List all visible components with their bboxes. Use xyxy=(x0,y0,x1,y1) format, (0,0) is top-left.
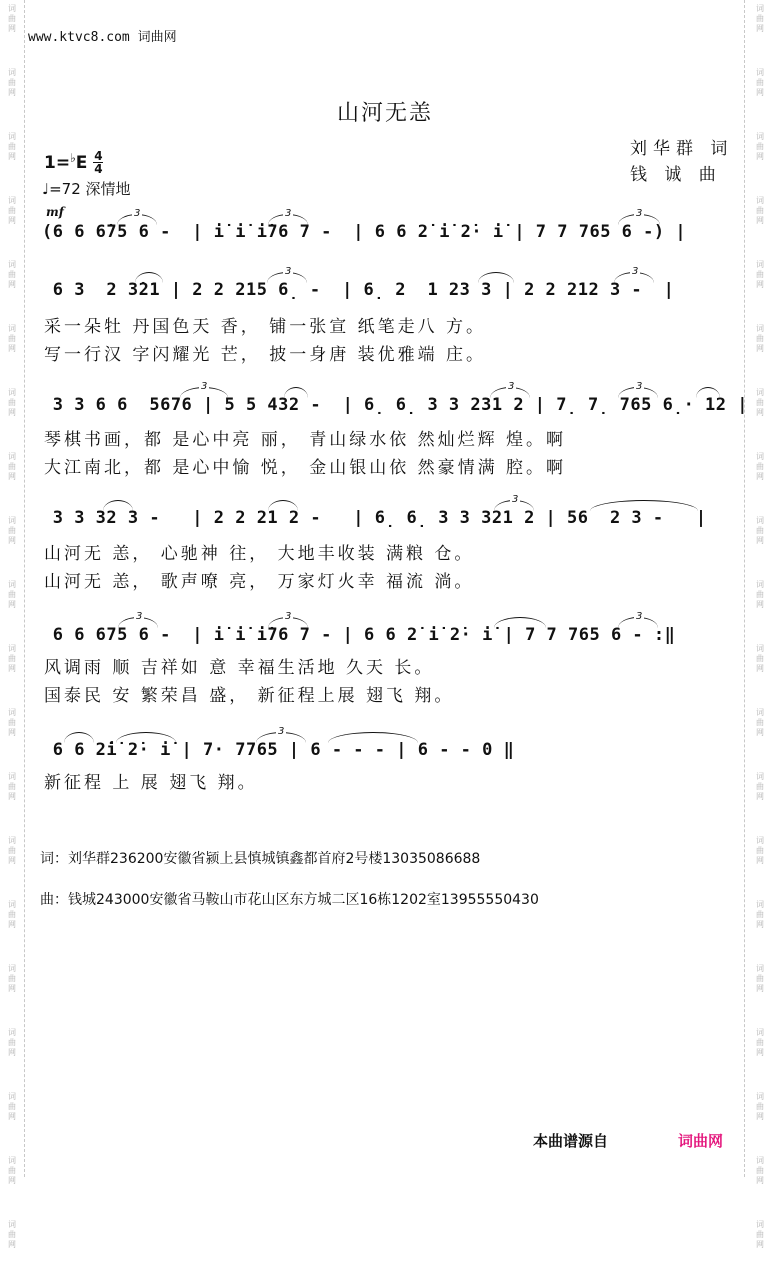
watermark-char: 词 xyxy=(8,4,16,13)
triplet-mark: 3 xyxy=(285,266,292,277)
watermark-char: 网 xyxy=(8,24,16,33)
lyricist-info: 词：刘华群236200安徽省颍上县慎城镇鑫都首府2号楼13035086688 xyxy=(40,851,481,867)
watermark-char: 网 xyxy=(756,1176,764,1185)
slur xyxy=(103,500,133,511)
watermark-char: 词 xyxy=(756,4,764,13)
watermark-group xyxy=(750,768,770,832)
watermark-char: 网 xyxy=(8,1240,16,1249)
watermark-group xyxy=(2,1216,22,1280)
key-signature xyxy=(44,150,103,175)
flat-icon: ♭ xyxy=(70,150,76,165)
watermark-char: 网 xyxy=(756,280,764,289)
watermark-char: 曲 xyxy=(8,398,16,407)
tempo-marking xyxy=(42,178,131,199)
slur xyxy=(135,272,163,283)
watermark-group xyxy=(2,448,22,512)
watermark-char: 曲 xyxy=(8,206,16,215)
watermark-char: 网 xyxy=(756,920,764,929)
watermark-char: 词 xyxy=(8,452,16,461)
watermark-group xyxy=(750,1152,770,1216)
lyric-line-1: 采一朵牡 丹国色天 香， 铺一张宣 纸笔走八 方。 xyxy=(44,317,487,337)
watermark-group xyxy=(750,256,770,320)
watermark-char: 曲 xyxy=(756,526,764,535)
watermark-char: 网 xyxy=(756,984,764,993)
watermark-char: 词 xyxy=(756,516,764,525)
watermark-char: 曲 xyxy=(8,334,16,343)
watermark-char: 词 xyxy=(756,196,764,205)
watermark-char: 曲 xyxy=(756,14,764,23)
watermark-group xyxy=(2,768,22,832)
watermark-char: 网 xyxy=(756,408,764,417)
slur xyxy=(696,387,720,398)
watermark-char: 曲 xyxy=(8,718,16,727)
watermark-char: 网 xyxy=(756,24,764,33)
watermark-char: 曲 xyxy=(8,78,16,87)
lyric-line-8: 国泰民 安 繁荣昌 盛， 新征程上展 翅飞 翔。 xyxy=(44,686,455,706)
time-unit: 4 xyxy=(94,162,103,176)
slur xyxy=(494,617,546,628)
music-line-4: 3 3 32 3 - | 2 2 21 2 - | 6̣ 6̣ 3 3 321 2 | 56 2 3 - | xyxy=(42,508,707,528)
watermark-group xyxy=(750,512,770,576)
watermark-group xyxy=(750,704,770,768)
music-line-1: (6 6 6̇75 6 - | i̇ i̇ i̇76 7 - | 6 6 2̇ i̇ 2̇· i̇ | 7 7 765 6 -) | xyxy=(42,222,687,242)
watermark-group xyxy=(2,128,22,192)
watermark-char: 曲 xyxy=(8,1166,16,1175)
triplet-mark: 3 xyxy=(636,381,643,392)
right-side-watermark xyxy=(750,0,770,1280)
right-border-line xyxy=(744,0,745,1177)
watermark-char: 词 xyxy=(8,900,16,909)
watermark-group xyxy=(2,1088,22,1152)
watermark-char: 词 xyxy=(756,836,764,845)
watermark-char: 网 xyxy=(756,600,764,609)
watermark-group xyxy=(2,832,22,896)
watermark-char: 网 xyxy=(8,88,16,97)
watermark-group xyxy=(750,0,770,64)
watermark-char: 曲 xyxy=(756,334,764,343)
watermark-char: 词 xyxy=(8,772,16,781)
watermark-char: 曲 xyxy=(8,782,16,791)
watermark-group xyxy=(2,896,22,960)
site-header xyxy=(28,26,177,45)
lyric-line-5: 山河无 恙， 心驰神 往， 大地丰收装 满粮 仓。 xyxy=(44,544,475,564)
watermark-char: 网 xyxy=(8,152,16,161)
triplet-mark: 3 xyxy=(632,266,639,277)
watermark-group xyxy=(2,576,22,640)
watermark-char: 网 xyxy=(8,344,16,353)
watermark-group xyxy=(750,128,770,192)
triplet-mark: 3 xyxy=(136,611,143,622)
slur xyxy=(478,272,514,283)
watermark-char: 网 xyxy=(8,856,16,865)
watermark-char: 网 xyxy=(756,344,764,353)
source-label: 本曲谱源自 xyxy=(533,1132,609,1150)
triplet-mark: 3 xyxy=(278,726,285,737)
watermark-group xyxy=(750,896,770,960)
watermark-char: 网 xyxy=(8,792,16,801)
watermark-char: 网 xyxy=(756,856,764,865)
watermark-char: 词 xyxy=(756,132,764,141)
watermark-char: 词 xyxy=(756,708,764,717)
watermark-char: 曲 xyxy=(756,718,764,727)
watermark-char: 词 xyxy=(756,388,764,397)
tempo-text: =72 深情地 xyxy=(49,180,131,198)
watermark-char: 词 xyxy=(8,388,16,397)
watermark-char: 网 xyxy=(8,600,16,609)
music-line-2: 6 3 2 3̇21 | 2 2 215 6̣ - | 6̣ 2 1 23 3 | 2 2 212 3 - | xyxy=(42,280,675,300)
watermark-char: 词 xyxy=(8,196,16,205)
watermark-char: 网 xyxy=(8,280,16,289)
watermark-group xyxy=(750,1024,770,1088)
time-signature xyxy=(93,150,103,175)
watermark-char: 词 xyxy=(8,708,16,717)
watermark-char: 曲 xyxy=(756,782,764,791)
watermark-char: 词 xyxy=(756,1220,764,1229)
watermark-char: 词 xyxy=(756,644,764,653)
watermark-char: 曲 xyxy=(8,590,16,599)
watermark-char: 曲 xyxy=(8,1038,16,1047)
watermark-group xyxy=(750,832,770,896)
watermark-char: 曲 xyxy=(8,1230,16,1239)
watermark-group xyxy=(750,1088,770,1152)
watermark-group xyxy=(750,960,770,1024)
lyric-line-2: 写一行汉 字闪耀光 芒， 披一身唐 装优雅端 庄。 xyxy=(44,345,487,365)
slur xyxy=(590,500,698,511)
lyric-line-9: 新征程 上 展 翅飞 翔。 xyxy=(44,773,258,793)
watermark-char: 词 xyxy=(756,1156,764,1165)
song-title: 山河无恙 xyxy=(336,101,433,126)
watermark-group xyxy=(2,192,22,256)
watermark-char: 网 xyxy=(756,88,764,97)
watermark-char: 词 xyxy=(756,1092,764,1101)
watermark-char: 网 xyxy=(8,728,16,737)
watermark-char: 曲 xyxy=(8,526,16,535)
watermark-char: 词 xyxy=(8,580,16,589)
key-note: E xyxy=(75,152,88,173)
composer-info: 曲：钱城243000安徽省马鞍山市花山区东方城二区16栋1202室13955550430 xyxy=(40,892,539,908)
slur xyxy=(64,732,94,743)
watermark-group xyxy=(750,192,770,256)
lyric-line-6: 山河无 恙， 歌声嘹 亮， 万家灯火幸 福流 淌。 xyxy=(44,572,475,592)
watermark-group xyxy=(750,576,770,640)
lyric-line-4: 大江南北，都 是心中愉 悦， 金山银山依 然豪情满 腔。啊 xyxy=(44,458,567,478)
watermark-char: 网 xyxy=(8,536,16,545)
watermark-char: 曲 xyxy=(756,142,764,151)
left-side-watermark xyxy=(2,0,22,1280)
time-beats: 4 xyxy=(94,149,103,163)
key-prefix: 1= xyxy=(44,152,71,173)
watermark-char: 曲 xyxy=(8,462,16,471)
music-line-6: 6 6 2̇i̇ 2̇· i̇ | 7· 7765 | 6 - - - | 6 - - 0 ‖ xyxy=(42,740,515,760)
watermark-char: 词 xyxy=(8,644,16,653)
slur xyxy=(328,732,418,743)
watermark-group xyxy=(2,640,22,704)
watermark-char: 网 xyxy=(756,1112,764,1121)
triplet-mark: 3 xyxy=(285,208,292,219)
lyricist-credit: 刘华群 词 xyxy=(630,139,734,159)
watermark-char: 词 xyxy=(8,132,16,141)
watermark-char: 曲 xyxy=(756,590,764,599)
watermark-char: 曲 xyxy=(8,974,16,983)
watermark-char: 网 xyxy=(756,1240,764,1249)
watermark-char: 曲 xyxy=(8,1102,16,1111)
watermark-group xyxy=(2,704,22,768)
watermark-char: 网 xyxy=(756,728,764,737)
watermark-group xyxy=(2,0,22,64)
watermark-char: 曲 xyxy=(756,1166,764,1175)
watermark-char: 词 xyxy=(8,1092,16,1101)
triplet-mark: 3 xyxy=(508,381,515,392)
watermark-char: 网 xyxy=(8,216,16,225)
watermark-group xyxy=(750,384,770,448)
watermark-char: 网 xyxy=(8,664,16,673)
left-border-line xyxy=(24,0,25,1177)
dynamic-marking: mf xyxy=(46,205,64,219)
watermark-char: 网 xyxy=(8,1176,16,1185)
music-line-3: 3 3 6 6 5676 | 5 5 432 - | 6̣ 6̣ 3 3 231 2 | 7̣ 7̣ 765 6̣· 12 | xyxy=(42,395,749,415)
watermark-char: 词 xyxy=(756,260,764,269)
triplet-mark: 3 xyxy=(201,381,208,392)
watermark-char: 网 xyxy=(756,792,764,801)
watermark-char: 网 xyxy=(756,216,764,225)
watermark-group xyxy=(2,512,22,576)
watermark-group xyxy=(2,960,22,1024)
watermark-char: 曲 xyxy=(756,206,764,215)
watermark-char: 曲 xyxy=(8,910,16,919)
watermark-group xyxy=(2,384,22,448)
site-url: www.ktvc8.com xyxy=(28,30,130,45)
watermark-group xyxy=(2,320,22,384)
watermark-char: 词 xyxy=(8,516,16,525)
watermark-char: 曲 xyxy=(8,142,16,151)
watermark-char: 词 xyxy=(8,1156,16,1165)
watermark-char: 词 xyxy=(8,324,16,333)
quarter-note-icon: ♩ xyxy=(42,180,50,198)
watermark-char: 网 xyxy=(8,472,16,481)
watermark-char: 网 xyxy=(756,664,764,673)
watermark-char: 网 xyxy=(756,472,764,481)
watermark-char: 网 xyxy=(8,984,16,993)
triplet-mark: 3 xyxy=(134,208,141,219)
watermark-char: 网 xyxy=(756,152,764,161)
watermark-char: 曲 xyxy=(8,270,16,279)
watermark-char: 网 xyxy=(8,408,16,417)
watermark-char: 词 xyxy=(8,1028,16,1037)
watermark-char: 词 xyxy=(756,580,764,589)
watermark-char: 曲 xyxy=(756,270,764,279)
watermark-char: 词 xyxy=(756,772,764,781)
watermark-char: 曲 xyxy=(756,974,764,983)
site-name: 词曲网 xyxy=(137,30,177,45)
music-line-5: 6 6 675 6 - | i̇ i̇ i̇76 7 - | 6 6 2̇ i̇ 2̇· i̇ | 7 7 765 6 - :‖ xyxy=(42,625,676,645)
watermark-char: 网 xyxy=(756,1048,764,1057)
watermark-char: 词 xyxy=(756,324,764,333)
watermark-char: 曲 xyxy=(8,846,16,855)
watermark-char: 曲 xyxy=(8,14,16,23)
triplet-mark: 3 xyxy=(512,494,519,505)
watermark-char: 词 xyxy=(8,836,16,845)
watermark-char: 词 xyxy=(756,900,764,909)
triplet-mark: 3 xyxy=(285,611,292,622)
watermark-group xyxy=(750,1216,770,1280)
watermark-group xyxy=(2,1152,22,1216)
watermark-char: 曲 xyxy=(756,654,764,663)
slur xyxy=(284,387,308,398)
watermark-char: 网 xyxy=(8,1048,16,1057)
watermark-char: 词 xyxy=(8,964,16,973)
watermark-char: 词 xyxy=(8,1220,16,1229)
triplet-mark: 3 xyxy=(636,208,643,219)
triplet-mark: 3 xyxy=(636,611,643,622)
watermark-group xyxy=(2,256,22,320)
lyric-line-3: 琴棋书画，都 是心中亮 丽， 青山绿水依 然灿烂辉 煌。啊 xyxy=(44,430,567,450)
slur xyxy=(116,732,176,743)
watermark-char: 曲 xyxy=(756,910,764,919)
watermark-char: 曲 xyxy=(756,846,764,855)
watermark-char: 曲 xyxy=(756,1038,764,1047)
watermark-char: 词 xyxy=(8,68,16,77)
watermark-char: 曲 xyxy=(8,654,16,663)
slur xyxy=(268,500,298,511)
watermark-char: 网 xyxy=(8,920,16,929)
watermark-char: 曲 xyxy=(756,1102,764,1111)
watermark-char: 曲 xyxy=(756,462,764,471)
composer-credit: 钱 诚 曲 xyxy=(630,165,722,185)
watermark-group xyxy=(750,448,770,512)
watermark-char: 网 xyxy=(756,536,764,545)
watermark-char: 曲 xyxy=(756,1230,764,1239)
watermark-char: 词 xyxy=(756,68,764,77)
watermark-char: 词 xyxy=(756,964,764,973)
watermark-group xyxy=(2,1024,22,1088)
watermark-char: 曲 xyxy=(756,78,764,87)
brand-link[interactable]: 词曲网 xyxy=(678,1132,724,1150)
watermark-group xyxy=(750,320,770,384)
watermark-group xyxy=(750,640,770,704)
watermark-char: 网 xyxy=(8,1112,16,1121)
lyric-line-7: 风调雨 顺 吉祥如 意 幸福生活地 久天 长。 xyxy=(44,658,435,678)
watermark-char: 词 xyxy=(756,452,764,461)
watermark-char: 词 xyxy=(8,260,16,269)
watermark-char: 曲 xyxy=(756,398,764,407)
watermark-char: 词 xyxy=(756,1028,764,1037)
